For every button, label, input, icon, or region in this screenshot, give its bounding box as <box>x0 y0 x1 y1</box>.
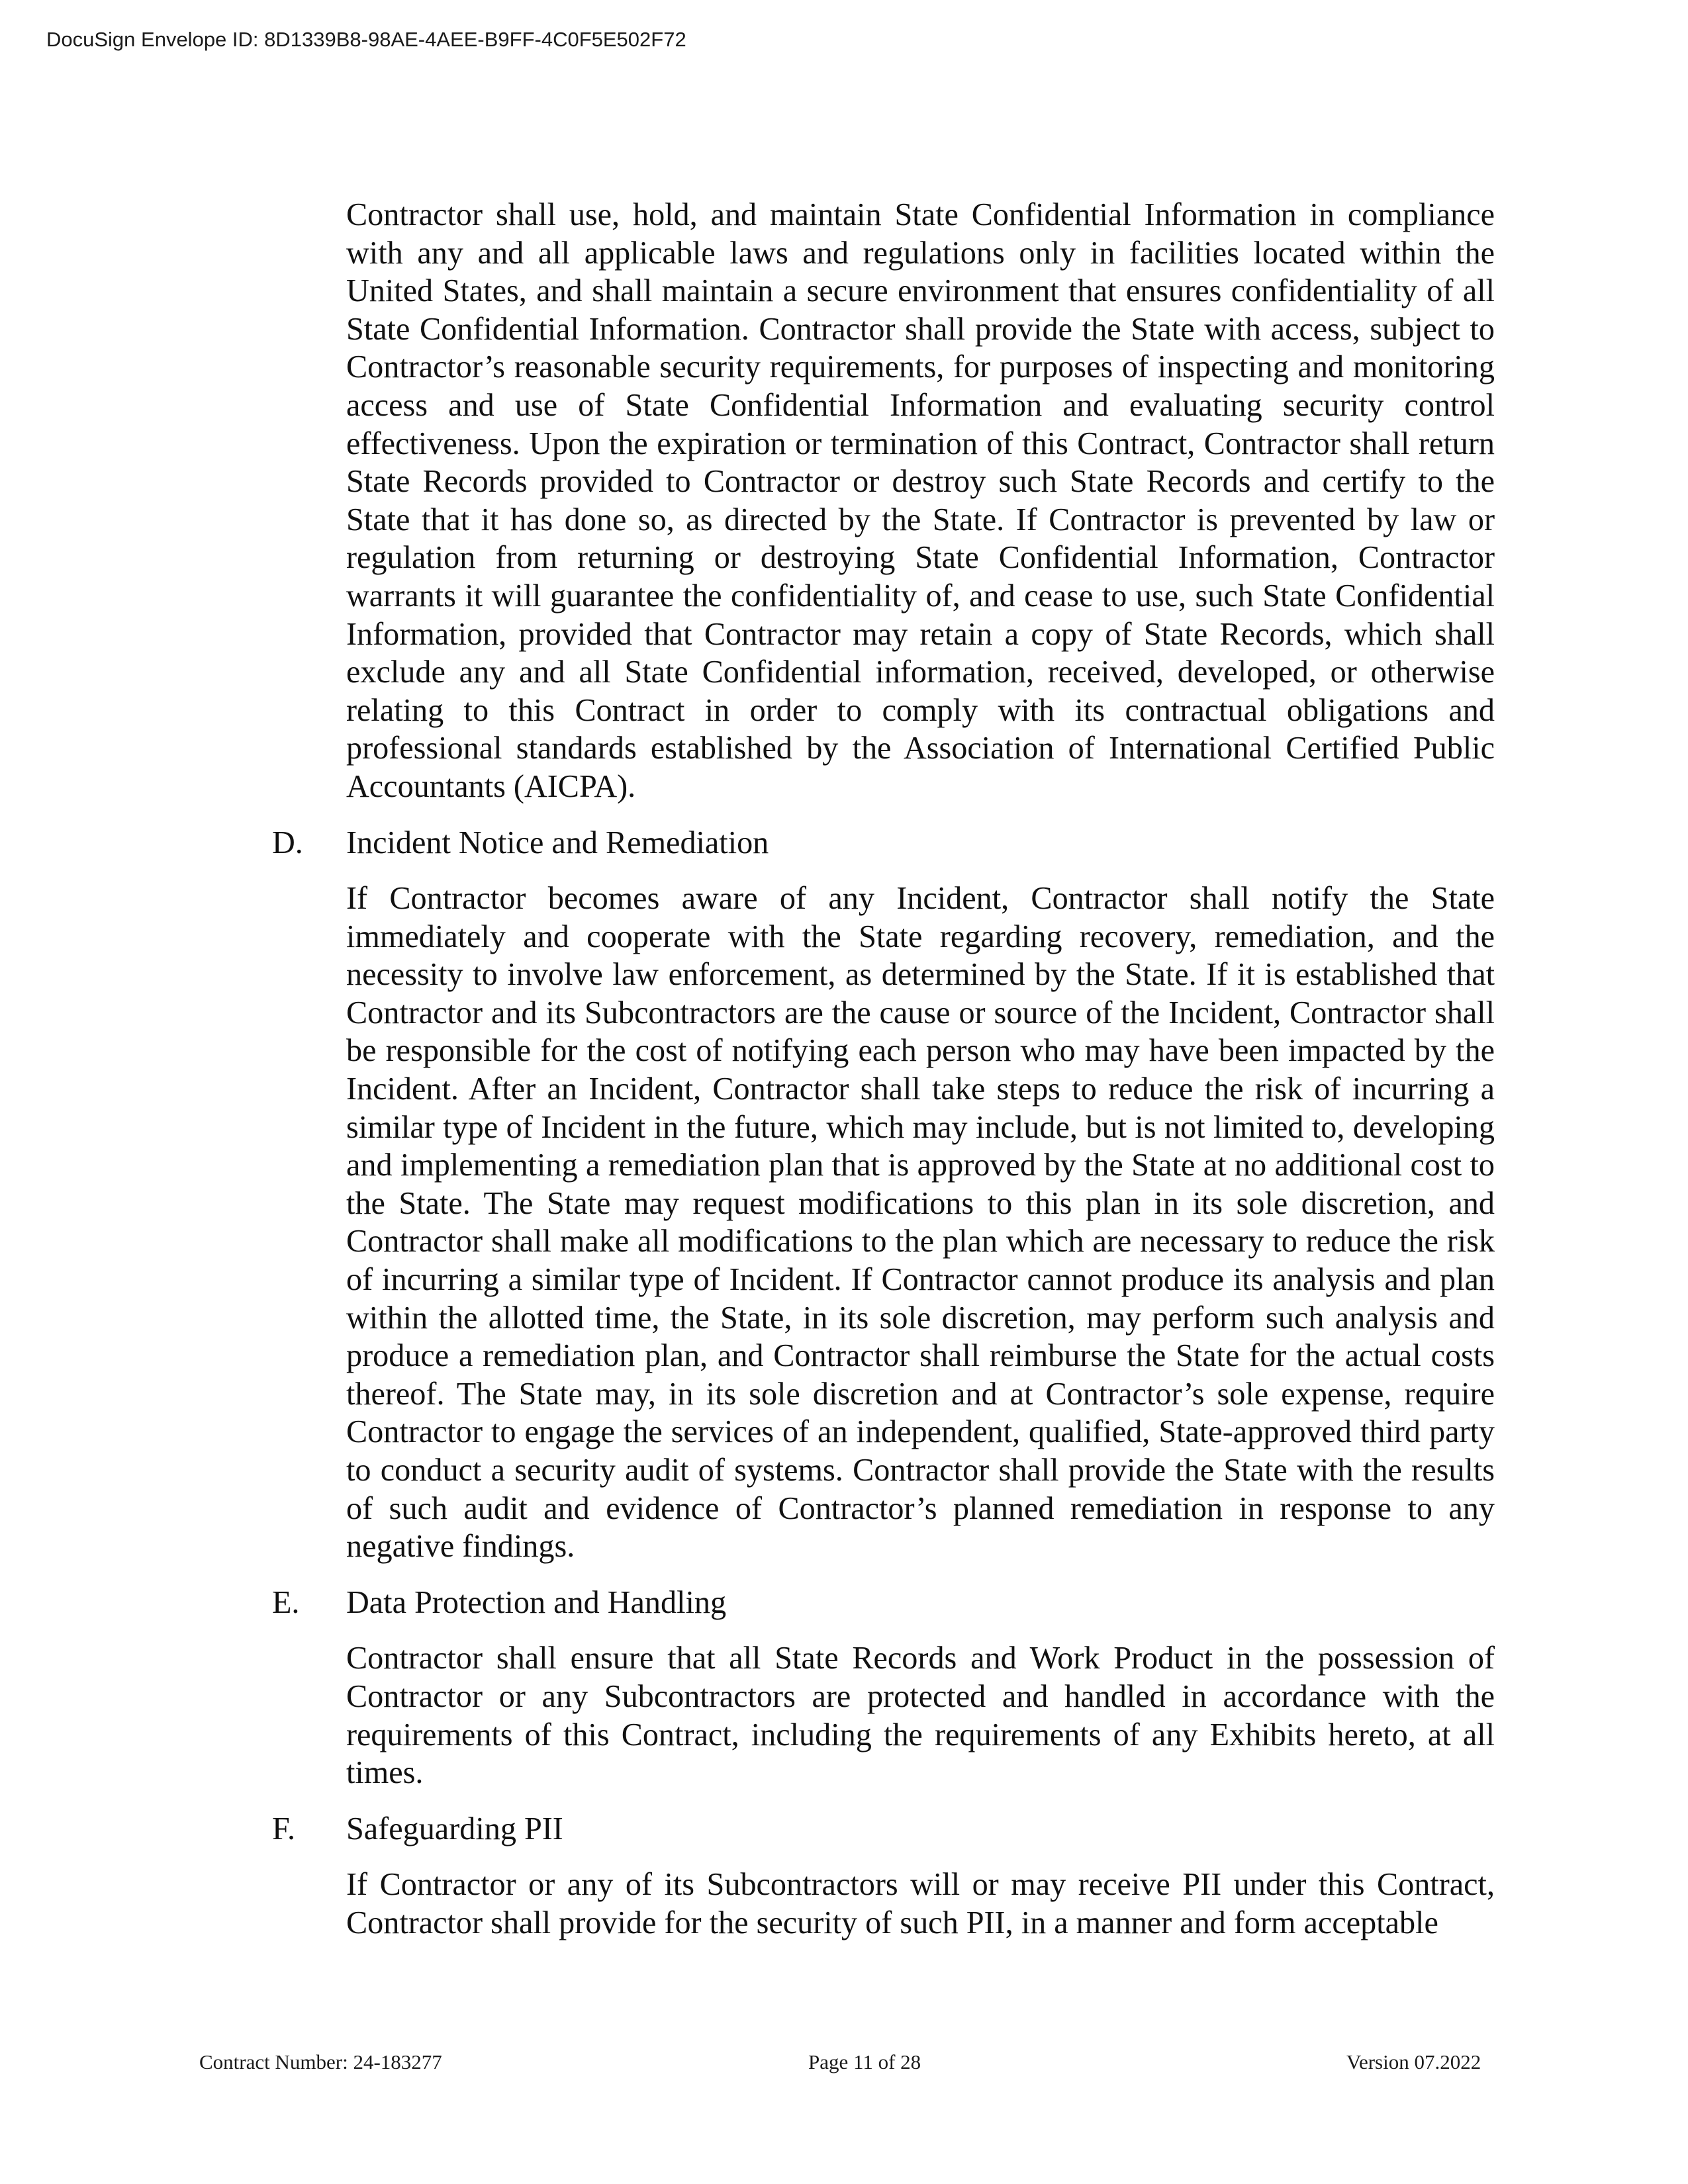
section-e-heading <box>272 1584 1495 1622</box>
section-d-letter: D. <box>272 825 303 860</box>
footer-version: Version 07.2022 <box>1346 2050 1481 2073</box>
section-e-letter: E. <box>272 1584 300 1620</box>
section-e-title: Data Protection and Handling <box>346 1584 727 1620</box>
section-d-paragraph: If Contractor becomes aware of any Incident, Contractor shall notify the State immediately and cooperate with the State regarding recovery, remediation, and the necessity to involve law enforcement, as determined by the State. If it is established that Contractor and its Subcontractors are the cause or source of the Incident, Contractor shall be responsible for the cost of notifying each person who may have been impacted by the Incident. After an Incident, Contractor shall take steps to reduce the risk of incurring a similar type of Incident in the future, which may include, but is not limited to, developing and implementing a remediation plan that is approved by the State at no additional cost to the State. The State may request modifications to this plan in its sole discretion, and Contractor shall make all modifications to the plan which are necessary to reduce the risk of incurring a similar type of Incident. If Contractor cannot produce its analysis and plan within the allotted time, the State, in its sole discretion, may perform such analysis and produce a remediation plan, and Contractor shall reimburse the State for the actual costs thereof. The State may, in its sole discretion and at Contractor’s sole expense, require Contractor to engage the services of an independent, qualified, State-approved third party to conduct a security audit of systems. Contractor shall provide the State with the results of such audit and evidence of Contractor’s planned remediation in response to any negative findings. <box>346 881 1495 1565</box>
section-f-title: Safeguarding PII <box>346 1811 563 1846</box>
section-e-paragraph: Contractor shall ensure that all State Records and Work Product in the possession of Contractor or any Subcontractors are protected and handled in accordance with the requirements of this Contract, including the requirements of any Exhibits hereto, at all times. <box>346 1641 1495 1791</box>
section-c-continued-paragraph: Contractor shall use, hold, and maintain State Confidential Information in compliance with any and all applicable laws and regulations only in facilities located within the United States, and shall maintain a secure environment that ensures confidentiality of all State Confidential Information. Contractor shall provide the State with access, subject to Contractor’s reasonable security requirements, for purposes of inspecting and monitoring access and use of State Confidential Information and evaluating security control effectiveness. Upon the expiration or termination of this Contract, Contractor shall return State Records provided to Contractor or destroy such State Records and certify to the State that it has done so, as directed by the State. If Contractor is prevented by law or regulation from returning or destroying State Confidential Information, Contractor warrants it will guarantee the confidentiality of, and cease to use, such State Confidential Information, provided that Contractor may retain a copy of State Records, which shall exclude any and all State Confidential information, received, developed, or otherwise relating to this Contract in order to comply with its contractual obligations and professional standards established by the Association of International Certified Public Accountants (AICPA). <box>346 197 1495 804</box>
section-d-title: Incident Notice and Remediation <box>346 825 769 860</box>
section-f-letter: F. <box>272 1811 295 1846</box>
section-d-heading <box>272 824 1495 862</box>
footer-contract-number: Contract Number: 24-183277 <box>199 2050 442 2073</box>
section-f-paragraph: If Contractor or any of its Subcontractors will or may receive PII under this Contract, Contractor shall provide for the security of such PII, in a manner and form acceptable <box>346 1867 1495 1940</box>
docusign-envelope-id: DocuSign Envelope ID: 8D1339B8-98AE-4AEE-B9FF-4C0F5E502F72 <box>46 28 686 51</box>
section-f-heading <box>272 1810 1495 1848</box>
footer-page-number: Page 11 of 28 <box>808 2050 921 2073</box>
document-body <box>0 196 1688 1942</box>
